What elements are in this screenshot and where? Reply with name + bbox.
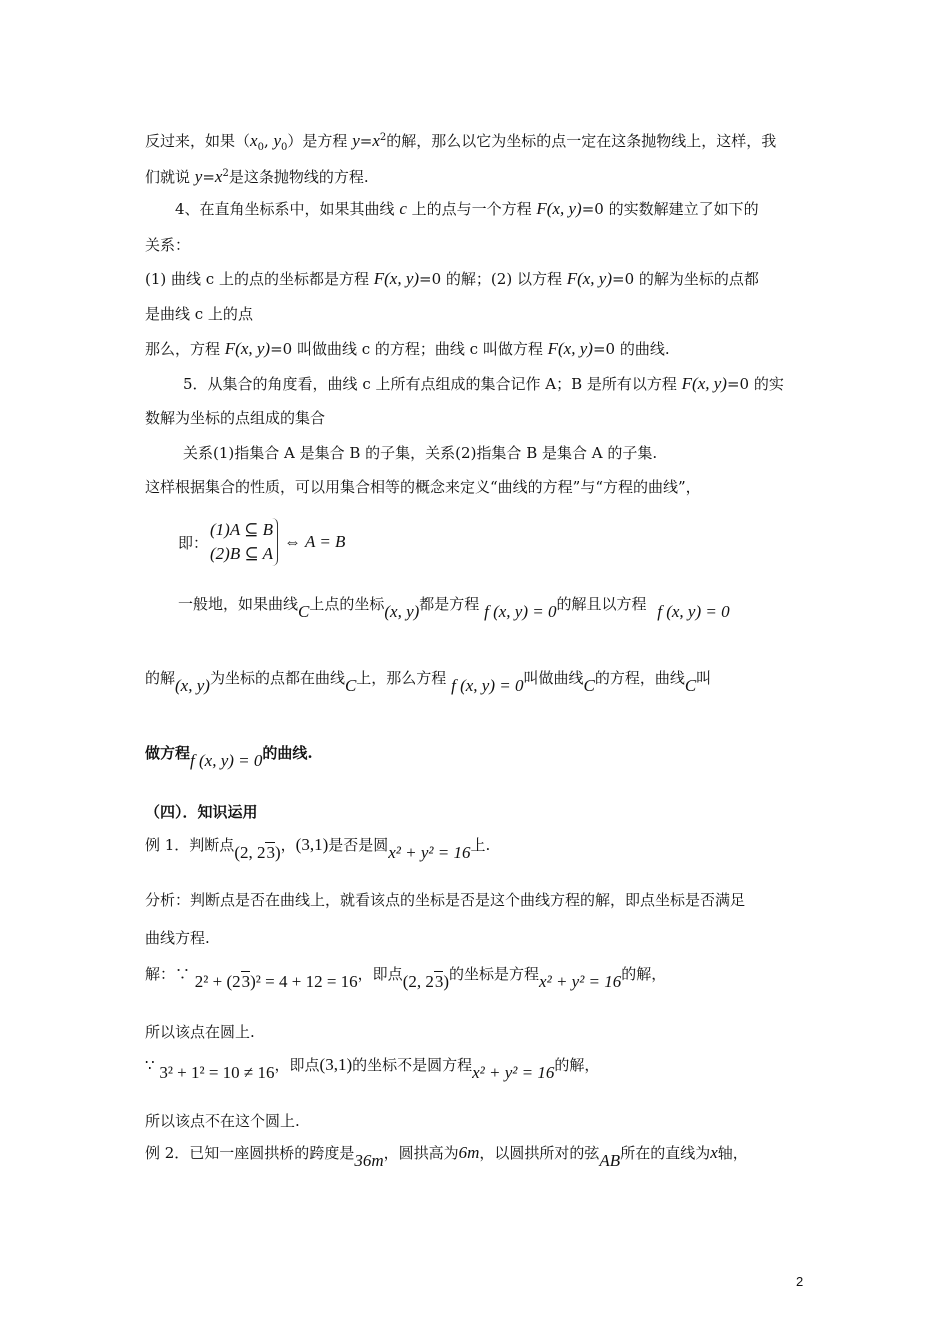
definition-line2: 的解(x, y)为坐标的点都在曲线C上，那么方程 f (x, y) = 0叫做曲线C的方程，曲线C叫 <box>145 669 712 695</box>
para-relations-cont: 是曲线 c 上的点 <box>145 305 253 323</box>
solution-line1: 解：∵ 2² + (23)² = 4 + 12 = 16，即点(2, 23)的坐标是方程x² + y² = 16的解， <box>145 965 667 991</box>
para-set-equality: 这样根据集合的性质，可以用集合相等的概念来定义“曲线的方程”与“方程的曲线”， <box>145 478 701 496</box>
para-item-4-cont: 关系： <box>145 236 191 254</box>
solution-line2: 所以该点在圆上. <box>145 1023 255 1041</box>
definition-line1: 一般地，如果曲线C上点的坐标(x, y)都是方程 f (x, y) = 0的解且以方程 f (x, y) = 0 <box>178 595 730 621</box>
page-number: 2 <box>796 1274 804 1289</box>
para-parabola-line1: 反过来，如果（$x_0$, $y_0$）是方程 $y=x^2$的解，那么以它为坐标的点一定在这条抛物线上，这样，我 <box>145 131 777 153</box>
solution-line3: ∵ 3² + 1² = 10 ≠ 16，即点(3,1)的坐标不是圆方程x² + y² = 16的解， <box>145 1055 600 1082</box>
para-subset: 关系(1)指集合 A 是集合 B 的子集，关系(2)指集合 B 是集合 A 的子集. <box>183 444 658 462</box>
solution-line4: 所以该点不在这个圆上. <box>145 1112 300 1130</box>
para-item-5: 5．从集合的角度看，曲线 c 上所有点组成的集合记作 A；B 是所有以方程 F(x, y)=0 的实 <box>183 374 784 393</box>
analysis-line1: 分析：判断点是否在曲线上，就看该点的坐标是否是这个曲线方程的解，即点坐标是否满足 <box>145 891 746 909</box>
example-1: 例 1．判断点(2, 23)，(3,1)是否是圆x² + y² = 16上. <box>145 835 491 862</box>
example-2: 例 2．已知一座圆拱桥的跨度是36m，圆拱高为6m，以圆拱所对的弦AB所在的直线为x轴， <box>145 1143 748 1170</box>
para-item-4: 4、在直角坐标系中，如果其曲线 c 上的点与一个方程 F(x, y)=0 的实数解建立了如下的 <box>175 199 759 218</box>
system-brace: (1)A ⊆ B (2)B ⊆ A <box>210 518 278 566</box>
para-item-5-cont: 数解为坐标的点组成的集合 <box>145 409 326 427</box>
para-relations: (1) 曲线 c 上的点的坐标都是方程 F(x, y)=0 的解；(2) 以方程 F(x, y)=0 的解为坐标的点都 <box>145 269 759 288</box>
para-parabola-line2: 们就说 $y=x^2$是这条抛物线的方程. <box>145 167 369 186</box>
equivalence-system: 即： (1)A ⊆ B (2)B ⊆ A ⇔ A = B <box>178 518 345 566</box>
para-definition: 那么，方程 F(x, y)=0 叫做曲线 c 的方程；曲线 c 叫做方程 F(x, y)=0 的曲线. <box>145 339 670 358</box>
section-heading: （四）．知识运用 <box>145 803 258 821</box>
analysis-line2: 曲线方程. <box>145 929 210 947</box>
definition-line3: 做方程f (x, y) = 0的曲线. <box>145 744 313 770</box>
